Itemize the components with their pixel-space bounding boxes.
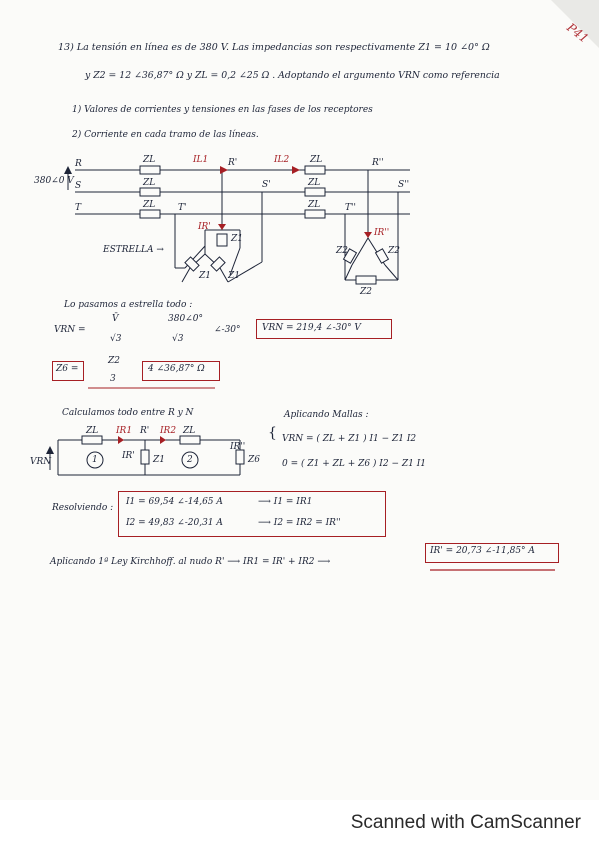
vrn-result: VRN = 219,4 ∠-30° V bbox=[262, 323, 361, 333]
page-number: P41 bbox=[563, 20, 591, 46]
mesh-z6: Z6 bbox=[248, 455, 260, 465]
ir1-label: IR' bbox=[198, 222, 211, 232]
mesh-ir1: IR1 bbox=[116, 426, 133, 436]
vrn-sqrt3: √3 bbox=[110, 334, 122, 344]
mesh-zl1: ZL bbox=[86, 426, 99, 436]
z1-label-a: Z1 bbox=[231, 234, 243, 244]
kirchhoff-text: Aplicando 1ª Ley Kirchhoff. al nudo R' ⟶ IR1 = IR' + IR2 ⟶ bbox=[50, 557, 331, 567]
mesh-z1: Z1 bbox=[153, 455, 165, 465]
vrn-angle: ∠-30° bbox=[214, 325, 241, 335]
zl-label-5: ZL bbox=[308, 178, 321, 188]
mesh-eq-1: VRN = ( ZL + Z1 ) I1 − Z1 I2 bbox=[282, 434, 417, 444]
line-voltage-label: 380∠0 V bbox=[34, 176, 74, 186]
node-s2-label: S'' bbox=[398, 180, 410, 190]
z2-label-a: Z2 bbox=[336, 246, 348, 256]
il2-label: IL2 bbox=[274, 155, 290, 165]
zl-label-4: ZL bbox=[310, 155, 323, 165]
zl-label-1: ZL bbox=[143, 155, 156, 165]
question-2: 2) Corriente en cada tramo de las líneas. bbox=[72, 130, 259, 140]
result-i2: I2 = 49,83 ∠-20,31 A bbox=[126, 518, 223, 528]
zl-label-6: ZL bbox=[308, 200, 321, 210]
node-s1-label: S' bbox=[262, 180, 271, 190]
question-1: 1) Valores de corrientes y tensiones en las fases de los receptores bbox=[72, 105, 373, 115]
mesh-ir-prime: IR' bbox=[122, 451, 135, 461]
il1-label: IL1 bbox=[193, 155, 209, 165]
z6-frac-den: 3 bbox=[110, 374, 116, 384]
z1-label-c: Z1 bbox=[228, 271, 240, 281]
mesh-zl2: ZL bbox=[183, 426, 196, 436]
result-i1: I1 = 69,54 ∠-14,65 A bbox=[126, 497, 223, 507]
ir2-label: IR'' bbox=[374, 228, 390, 238]
problem-line-1: 13) La tensión en línea es de 380 V. Las impedancias son respectivamente Z1 = 10 ∠0° Ω bbox=[58, 42, 490, 53]
kirchhoff-result: IR' = 20,73 ∠-11,85° A bbox=[430, 546, 535, 556]
vrn-v: V̄ bbox=[112, 314, 119, 324]
mesh-ir-dprime: IR'' bbox=[230, 442, 246, 452]
result-i1-arrow: ⟶ I1 = IR1 bbox=[258, 497, 313, 507]
z6-result: 4 ∠36,87° Ω bbox=[148, 364, 205, 374]
zl-label-3: ZL bbox=[143, 200, 156, 210]
z6-frac-num: Z2 bbox=[108, 356, 120, 366]
node-t1-label: T' bbox=[178, 203, 187, 213]
z6-lhs: Z6 = bbox=[56, 364, 79, 374]
mesh-r1: R' bbox=[140, 426, 150, 436]
vrn-num: 380∠0° bbox=[168, 314, 203, 324]
star-label: ESTRELLA → bbox=[103, 245, 164, 255]
solving-label: Resolviendo : bbox=[52, 503, 114, 513]
z2-label-b: Z2 bbox=[388, 246, 400, 256]
camscanner-watermark: Scanned with CamScanner bbox=[350, 812, 581, 833]
mesh-i1-circle-label: 1 bbox=[92, 455, 98, 465]
z2-label-c: Z2 bbox=[360, 287, 372, 297]
node-t2-label: T'' bbox=[345, 203, 356, 213]
mesh-eq-2: 0 = ( Z1 + ZL + Z6 ) I2 − Z1 I1 bbox=[282, 459, 426, 469]
vrn-den: √3 bbox=[172, 334, 184, 344]
calc-title: Calculamos todo entre R y N bbox=[62, 408, 194, 418]
mesh-ir2: IR2 bbox=[160, 426, 177, 436]
phase-t-label: T bbox=[75, 203, 82, 213]
phase-s-label: S bbox=[75, 181, 82, 191]
z1-label-b: Z1 bbox=[199, 271, 211, 281]
mesh-title: Aplicando Mallas : bbox=[284, 410, 369, 420]
mesh-i2-circle-label: 2 bbox=[187, 455, 193, 465]
brace-glyph: { bbox=[268, 425, 277, 441]
node-r1-label: R' bbox=[228, 158, 238, 168]
result-i2-arrow: ⟶ I2 = IR2 = IR'' bbox=[258, 518, 341, 528]
to-star-text: Lo pasamos a estrella todo : bbox=[64, 300, 193, 310]
node-r2-label: R'' bbox=[372, 158, 384, 168]
problem-line-2: y Z2 = 12 ∠36,87° Ω y ZL = 0,2 ∠25 Ω . Adoptando el argumento VRN como referencia bbox=[85, 70, 500, 81]
zl-label-2: ZL bbox=[143, 178, 156, 188]
mesh-vrn: VRN bbox=[30, 457, 52, 467]
phase-r-label: R bbox=[75, 159, 82, 169]
vrn-lhs: VRN = bbox=[54, 325, 86, 335]
